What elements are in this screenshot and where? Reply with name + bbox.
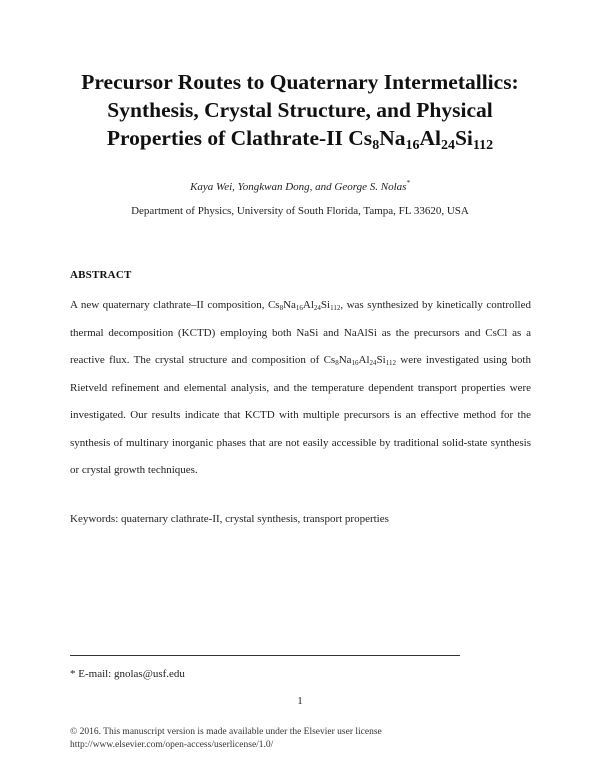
- formula-subscript: 24: [440, 138, 455, 153]
- title-line-2: Synthesis, Crystal Structure, and Physical: [107, 98, 493, 122]
- license-notice: [70, 726, 382, 752]
- formula-element: Al: [302, 299, 314, 311]
- formula-subscript: 24: [369, 359, 377, 367]
- license-text: © 2016. This manuscript version is made available under the Elsevier user license: [70, 727, 382, 737]
- formula-subscript: 8: [372, 138, 380, 153]
- abstract-text-1: A new quaternary clathrate–II composition,: [70, 299, 268, 311]
- license-url[interactable]: http://www.elsevier.com/open-access/userlicense/1.0/: [70, 740, 274, 750]
- formula-element: Na: [283, 299, 296, 311]
- title-line-3-text: Properties of Clathrate-II: [106, 126, 349, 150]
- abstract-text-3: were investigated using both Rietveld refinement and elemental analysis, and the temperature dependent transport properties were investigated. Our results indicate that KCTD with multiple precursors is an effective method for the synthesis of multinary inorganic phases that are not easily accessible by traditional solid-state synthesis or crystal growth techniques.: [70, 354, 531, 476]
- abstract-heading: ABSTRACT: [70, 269, 132, 281]
- author-list: [0, 181, 600, 193]
- abstract-text-2: , was synthesized by kinetically controlled thermal decomposition (KCTD) employing both NaSi and NaAlSi as the precursors and CsCl as a reactive flux. The crystal structure and composition of: [70, 299, 531, 366]
- affiliation: Department of Physics, University of South Florida, Tampa, FL 33620, USA: [131, 205, 469, 217]
- inline-formula: [268, 299, 340, 311]
- paper-title: [40, 68, 560, 152]
- title-line-1: Precursor Routes to Quaternary Intermetallics:: [81, 70, 519, 94]
- author-names: Kaya Wei, Yongkwan Dong, and George S. Nolas: [190, 181, 407, 193]
- formula-subscript: 112: [472, 138, 494, 153]
- formula-element: Al: [419, 126, 441, 150]
- formula-element: Si: [376, 354, 386, 366]
- formula-subscript: 8: [279, 304, 284, 312]
- page-number: 1: [297, 695, 303, 707]
- formula-subscript: 8: [335, 359, 339, 367]
- formula-subscript: 112: [385, 359, 396, 367]
- formula-element: Si: [454, 126, 473, 150]
- footnote-divider: [70, 655, 460, 656]
- formula-subscript: 16: [295, 304, 303, 312]
- footnote-email: * E-mail: gnolas@usf.edu: [70, 668, 185, 680]
- formula-subscript: 16: [351, 359, 359, 367]
- formula-element: Cs: [348, 126, 373, 150]
- keywords: Keywords: quaternary clathrate-II, crystal synthesis, transport properties: [70, 513, 389, 525]
- formula-subscript: 112: [330, 304, 341, 312]
- inline-formula: [324, 354, 396, 366]
- formula-element: Cs: [323, 354, 336, 366]
- corresponding-author-mark: *: [406, 179, 410, 187]
- formula-element: Si: [320, 299, 331, 311]
- formula-element: Al: [358, 354, 370, 366]
- abstract-body: [70, 292, 531, 485]
- formula-element: Na: [338, 354, 352, 366]
- formula-element: Na: [379, 126, 406, 150]
- formula-subscript: 24: [313, 304, 321, 312]
- title-formula: [348, 126, 494, 153]
- title-line-3: [40, 124, 560, 152]
- formula-subscript: 16: [405, 138, 420, 153]
- formula-element: Cs: [267, 299, 280, 311]
